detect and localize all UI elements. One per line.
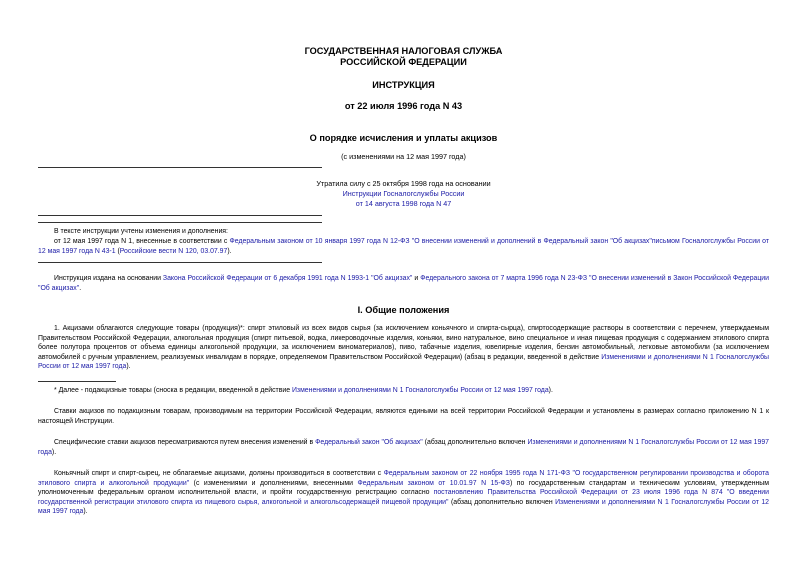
validity-link-date[interactable]: от 14 августа 1998 года N 47 — [355, 199, 452, 208]
paragraph-1: 1. Акцизами облагаются следующие товары (продукция)*: спирт этиловый из всех видов сырья (за исключением коньячного и спирта-сырца), спиртосодержащие растворы в соответствии с перечнем, утверждаемым Правительством Российской Федерации, алкогольная продукция (спирт питьевой, водка, ликероводочные изделия, коньяки, вино натуральное, вино специальное и иная пищевая продукция с содержанием этилового спирта более полутора процентов от объема единицы алкогольной продукции, за исключением виноматериалов), пиво, табачные изделия, ювелирные изделия, бензин автомобильный, легковые автомобили (за исключением автомобилей с ручным управлением, реализуемых инвалидам в порядке, определяемом Правительством Российской Федерации) (абзац в редакции, введенной в действие Изменениями и дополнениями N 1 Госналогслужбы России от 12 мая 1997 года). — [38, 325, 769, 371]
government-decree-link[interactable]: постановлению Правительства Российской Федерации от 23 июля 1996 года N 874 "О введении государственной регистрации этилового спирта из пищевого сырья, алкогольной и алкогольсодержащей пищевой продукции" — [38, 489, 769, 506]
alcohol-law-link[interactable]: Федеральным законом от 22 ноября 1995 года N 171-ФЗ "О государственном регулировании производства и оборота этилового спирта и алкогольной продукции" — [38, 470, 770, 487]
federal-law-link[interactable]: Федеральным законом от 10 января 1997 года N 12-ФЗ "О внесении изменений и дополнений в Федеральный закон "Об акцизах" — [229, 238, 652, 245]
agency-name-line1: ГОСУДАРСТВЕННАЯ НАЛОГОВАЯ СЛУЖБА — [304, 46, 503, 56]
excise-law-link-2[interactable]: Федеральный закон "Об акцизах" — [315, 439, 423, 446]
divider — [38, 215, 322, 216]
divider — [38, 262, 322, 263]
document-type: ИНСТРУКЦИЯ — [372, 80, 435, 90]
divider — [38, 167, 322, 168]
document-date-number: от 22 июля 1996 года N 43 — [344, 101, 463, 111]
tax-letter-link[interactable]: письмом Госналогслужбы России от 12 мая 1997 года N 43-1 — [38, 238, 769, 255]
paragraph-4: Коньячный спирт и спирт-сырец, не облагаемые акцизами, должны производиться в соответствии с Федеральным законом от 22 ноября 1995 года N 171-ФЗ "О государственном регулировании производства и оборота этилового спирта и алкогольной продукции" (с изменениями и дополнениями, внесенными Федеральным законом от 10.01.97 N 15-ФЗ) по государственным стандартам и техническим условиям, утвержденным уполномоченным федеральным органом исполнительной власти, и пройти государственную регистрацию согласно постановлению Правительства Российской Федерации от 23 июля 1996 года N 874 "О введении государственной регистрации этилового спирта из пищевого сырья, алкогольной и алкогольсодержащей пищевой продукции" (абзац дополнительно включен Изменениями и дополнениями N 1 Госналогслужбы России от 12 мая 1997 года). — [38, 470, 770, 516]
law-15fz-link[interactable]: Федеральным законом от 10.01.97 N 15-ФЗ — [357, 479, 510, 487]
amending-law-link[interactable]: Федерального закона от 7 марта 1996 года N 23-ФЗ "О внесении изменений в Закон Российской Федерации "Об акцизах" — [38, 275, 770, 292]
footnote: * Далее - подакцизные товары (сноска в редакции, введенной в действие Изменениями и дополнениями N 1 Госналогслужбы России от 12 мая 1997 года). — [54, 387, 553, 394]
basis-paragraph: Инструкция издана на основании Закона Российской Федерации от 6 декабря 1991 года N 1993-1 "Об акцизах" и Федерального закона от 7 марта 1996 года N 23-ФЗ "О внесении изменений в Закон Российской Федерации "Об акцизах". — [38, 275, 770, 292]
amendments-link[interactable]: Изменениями и дополнениями N 1 Госналогслужбы России от 12 мая 1997 года — [38, 353, 769, 371]
section-heading: I. Общие положения — [357, 305, 450, 315]
footnote-amendments-link[interactable]: Изменениями и дополнениями N 1 Госналогслужбы России от 12 мая 1997 года — [291, 387, 549, 394]
changes-intro: В тексте инструкции учтены изменения и дополнения: — [54, 228, 228, 235]
validity-note: Утратила силу с 25 октября 1998 года на основании — [316, 179, 491, 188]
divider — [38, 222, 322, 223]
amendment-note: (с изменениями на 12 мая 1997 года) — [341, 152, 466, 161]
agency-name-line2: РОССИЙСКОЙ ФЕДЕРАЦИИ — [340, 57, 467, 67]
document-subject: О порядке исчисления и уплаты акцизов — [309, 133, 498, 143]
amendments-link-3[interactable]: Изменениями и дополнениями N 1 Госналогслужбы России от 12 мая 1997 года — [38, 498, 769, 516]
excise-law-link[interactable]: Закона Российской Федерации от 6 декабря 1991 года N 1993-1 "Об акцизах" — [162, 275, 413, 282]
paragraph-2: Ставки акцизов по подакцизным товарам, производимым на территории Российской Федерации, являются едиными на всей территории Российской Федерации и установлены в размерах согласно приложению N 1 к настоящей Инструкции. — [38, 408, 769, 425]
publication-link[interactable]: Российские вести N 120, 03.07.97 — [119, 247, 228, 255]
paragraph-3: Специфические ставки акцизов пересматриваются путем внесения изменений в Федеральный закон "Об акцизах" (абзац дополнительно включен Изменениями и дополнениями N 1 Госналогслужбы России от 12 мая 1997 года). — [38, 439, 770, 456]
amendments-link-2[interactable]: Изменениями и дополнениями N 1 Госналогслужбы России от 12 мая 1997 года — [38, 439, 770, 456]
validity-link-instruction[interactable]: Инструкции Госналогслужбы России — [342, 189, 465, 198]
changes-paragraph: от 12 мая 1997 года N 1, внесенные в соответствии с Федеральным законом от 10 января 1997 года N 12-ФЗ "О внесении изменений и дополнений в Федеральный закон "Об акцизах"письмом Госналогслужбы России от 12 мая 1997 года N 43-1 (Российские вести N 120, 03.07.97). — [38, 238, 769, 255]
footnote-divider — [38, 381, 116, 382]
